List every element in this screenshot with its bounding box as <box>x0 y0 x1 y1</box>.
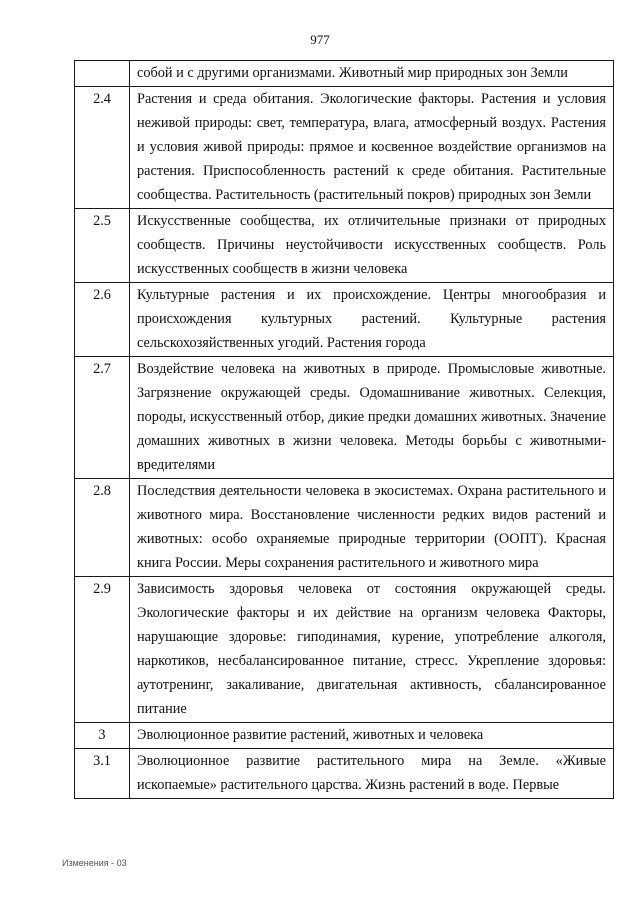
table-row <box>75 61 614 87</box>
row-text: Растения и среда обитания. Экологические факторы. Растения и условия неживой природы: свет, температура, влага, атмосферный воздух. Растения и условия живой природы: прямое и косвенное воздействие организмов на растения. Приспособленность растений к среде обитания. Растительные сообщества. Растительность (растительный покров) природных зон Земли <box>130 87 614 209</box>
row-number: 3 <box>75 723 130 749</box>
curriculum-table <box>74 60 614 799</box>
row-text: Воздействие человека на животных в природе. Промысловые животные. Загрязнение окружающей среды. Одомашнивание животных. Селекция, породы, искусственный отбор, дикие предки домашних животных. Значение домашних животных в жизни человека. Методы борьбы с животными-вредителями <box>130 357 614 479</box>
footer-revision-note: Изменения - 03 <box>62 858 127 868</box>
page-number: 977 <box>310 32 330 47</box>
row-text: собой и с другими организмами. Животный мир природных зон Земли <box>130 61 614 87</box>
row-number <box>75 61 130 87</box>
table-row <box>75 87 614 209</box>
row-text: Эволюционное развитие растительного мира на Земле. «Живые ископаемые» растительного царства. Жизнь растений в воде. Первые <box>130 749 614 799</box>
table-row <box>75 479 614 577</box>
table-row <box>75 749 614 799</box>
table-row <box>75 283 614 357</box>
row-number: 2.8 <box>75 479 130 577</box>
table-row <box>75 209 614 283</box>
row-number: 2.9 <box>75 577 130 723</box>
row-number: 2.4 <box>75 87 130 209</box>
table-row <box>75 723 614 749</box>
row-number: 2.6 <box>75 283 130 357</box>
row-text: Культурные растения и их происхождение. Центры многообразия и происхождения культурных растений. Культурные растения сельскохозяйственных угодий. Растения города <box>130 283 614 357</box>
row-text: Искусственные сообщества, их отличительные признаки от природных сообществ. Причины неустойчивости искусственных сообществ. Роль искусственных сообществ в жизни человека <box>130 209 614 283</box>
row-text: Зависимость здоровья человека от состояния окружающей среды. Экологические факторы и их действие на организм человека Факторы, нарушающие здоровье: гиподинамия, курение, употребление алкоголя, наркотиков, несбалансированное питание, стресс. Укрепление здоровья: аутотренинг, закаливание, двигательная активность, сбалансированное питание <box>130 577 614 723</box>
row-text: Эволюционное развитие растений, животных и человека <box>130 723 614 749</box>
row-text: Последствия деятельности человека в экосистемах. Охрана растительного и животного мира. Восстановление численности редких видов растений и животных: особо охраняемые природные территории (ООПТ). Красная книга России. Меры сохранения растительного и животного мира <box>130 479 614 577</box>
row-number: 2.5 <box>75 209 130 283</box>
table-row <box>75 577 614 723</box>
row-number: 2.7 <box>75 357 130 479</box>
row-number: 3.1 <box>75 749 130 799</box>
table-row <box>75 357 614 479</box>
